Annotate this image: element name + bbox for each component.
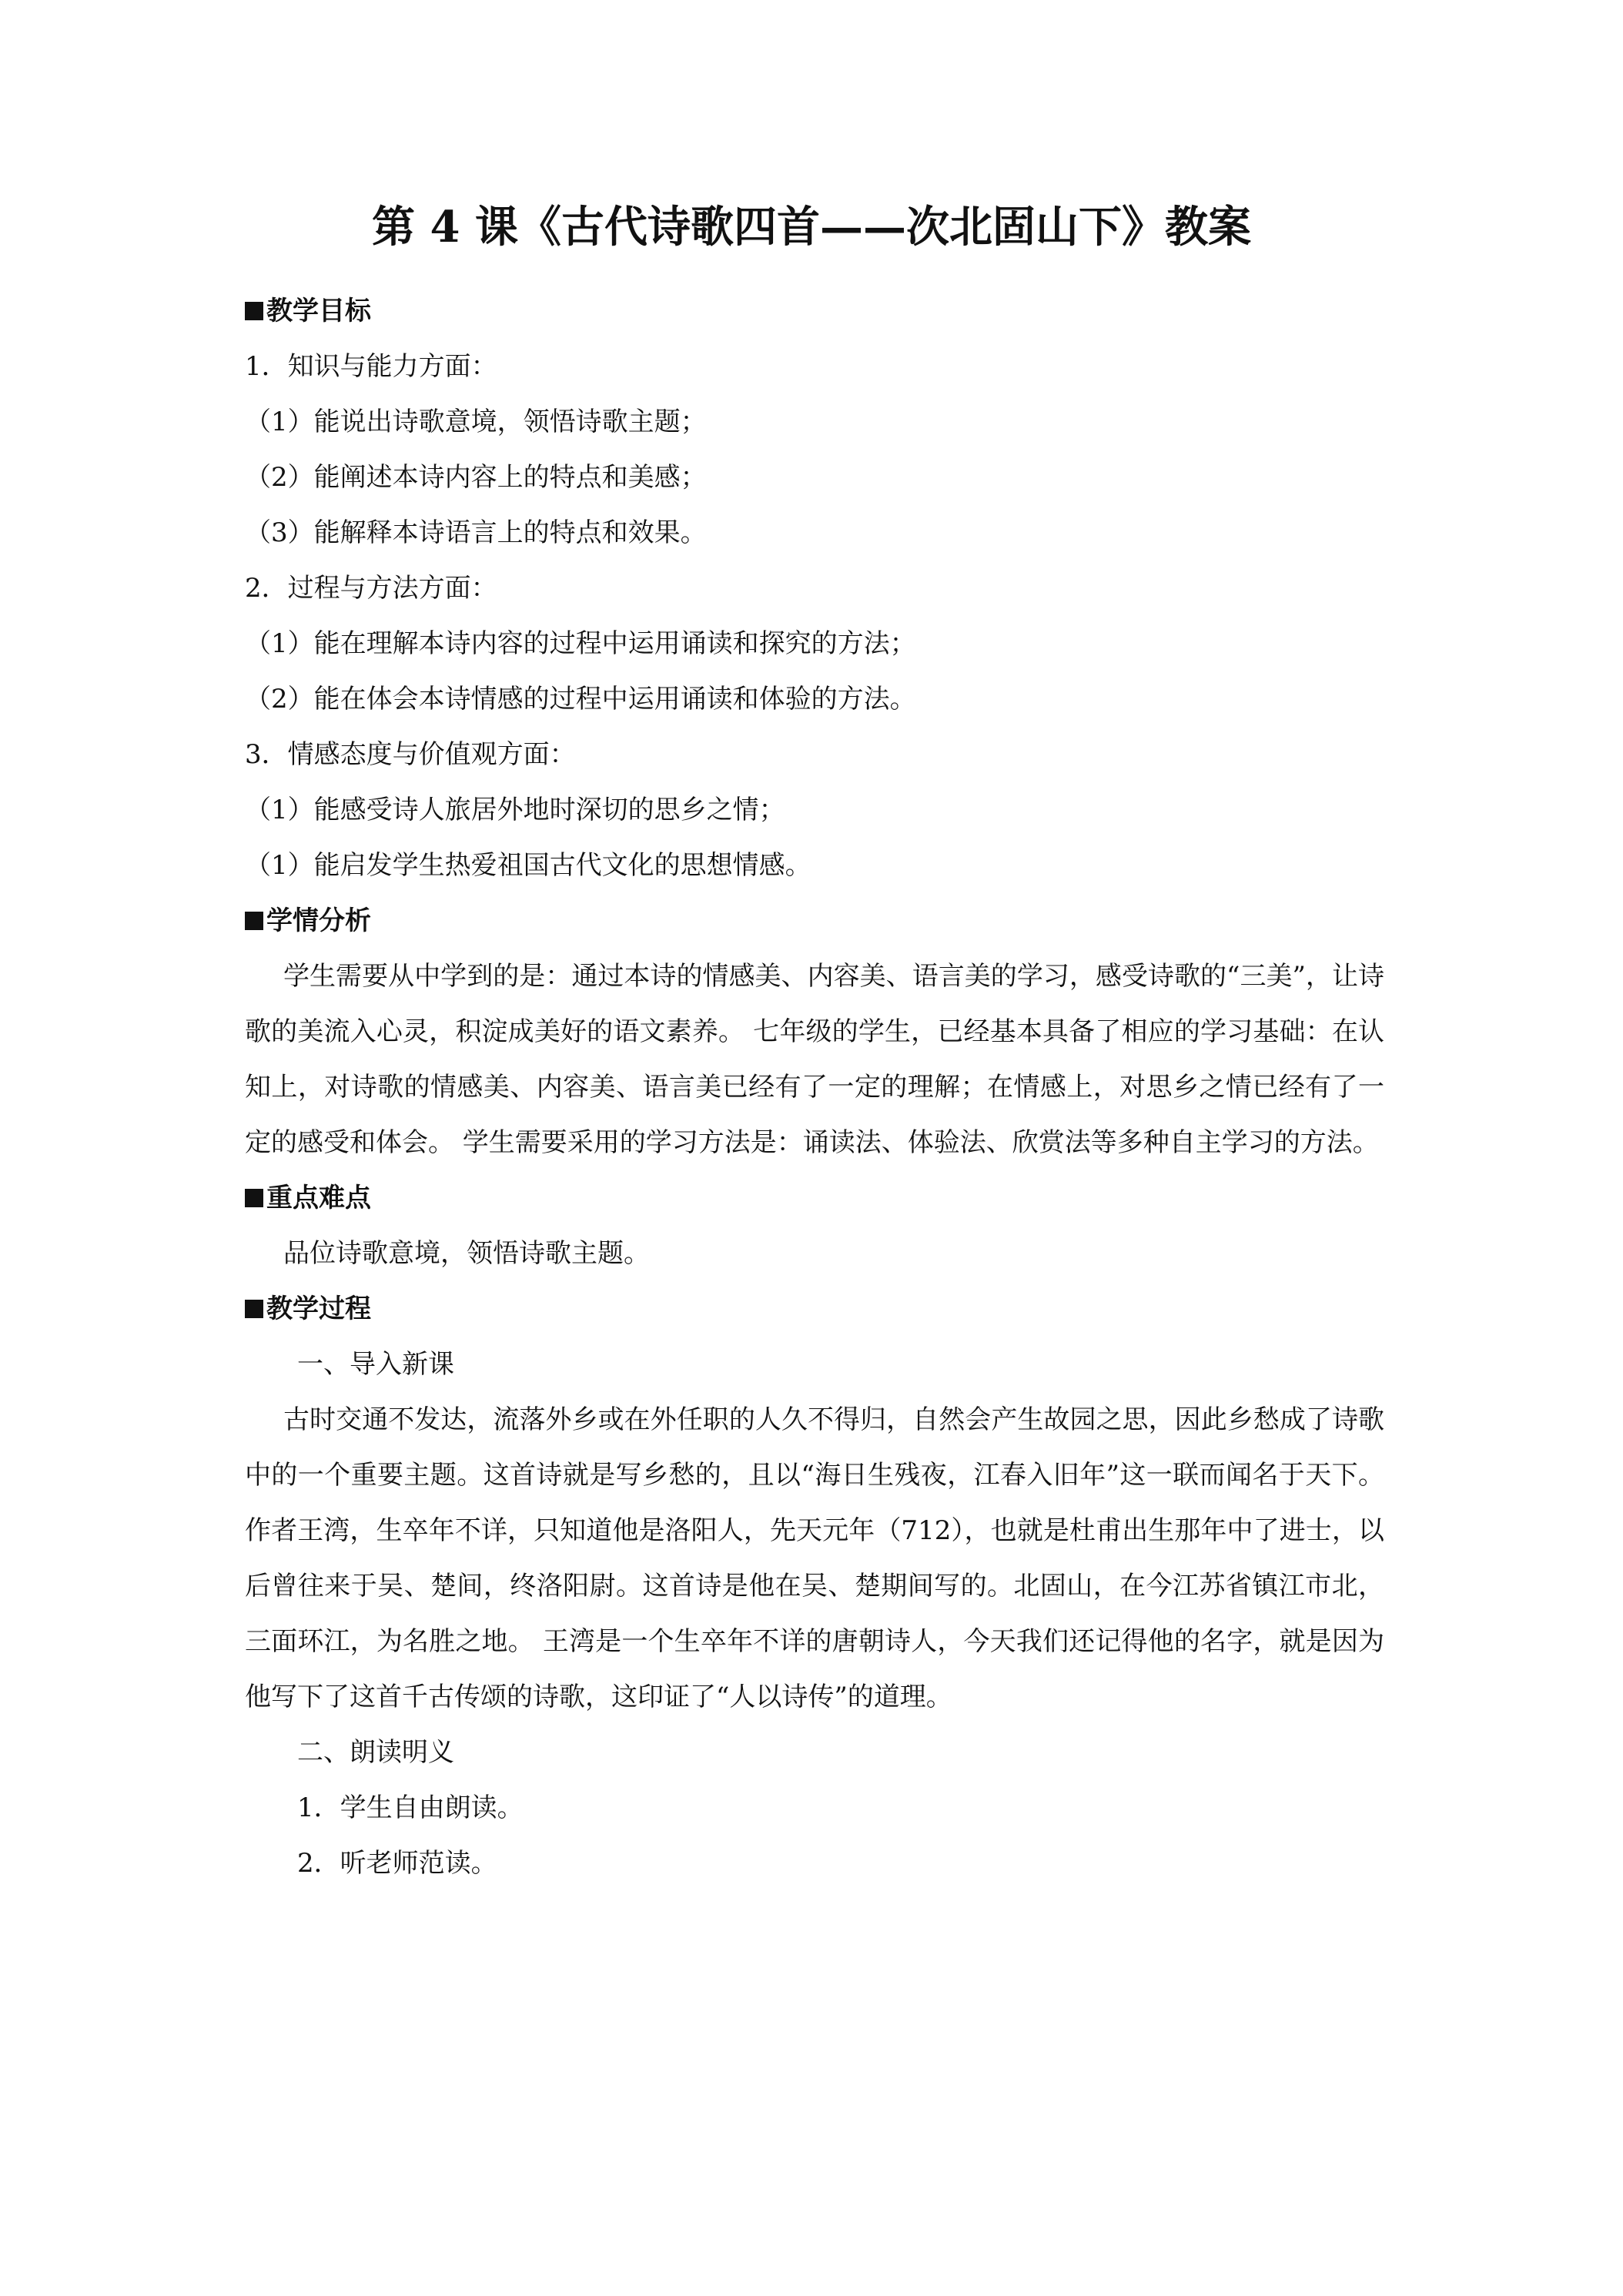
square-bullet-icon [245,1189,263,1207]
section-heading-key [245,1170,1384,1226]
section-heading-label: 教学过程 [266,1294,371,1324]
square-bullet-icon [245,302,263,320]
section-heading-process [245,1281,1384,1337]
goal-subitem: （1）能感受诗人旅居外地时深切的思乡之情； [245,795,785,825]
process-step-item: 1．学生自由朗读。 [297,1792,524,1823]
goal-item: 3．情感态度与价值观方面： [245,739,576,770]
key-points-text: 品位诗歌意境，领悟诗歌主题。 [283,1238,650,1269]
goal-subitem: （1）能在理解本诗内容的过程中运用诵读和探究的方法； [245,628,916,659]
goal-subitem: （1）能说出诗歌意境，领悟诗歌主题； [245,407,707,437]
goal-subitem: （2）能阐述本诗内容上的特点和美感； [245,462,707,493]
square-bullet-icon [245,1300,263,1318]
section-heading-label: 学情分析 [266,905,371,936]
goal-subitem: （3）能解释本诗语言上的特点和效果。 [245,517,707,548]
goal-item: 2．过程与方法方面： [245,573,497,604]
goal-item: 1．知识与能力方面： [245,351,497,382]
document-body [245,283,1384,1891]
analysis-paragraph: 学生需要从中学到的是：通过本诗的情感美、内容美、语言美的学习，感受诗歌的“三美”，让诗歌的美流入心灵，积淀成美好的语文素养。 七年级的学生，已经基本具备了相应的学习基础：在认知上，对诗歌的情感美、内容美、语言美已经有了一定的理解；在情感上，对思乡之情已经有了一定的感受和体会。 学生需要采用的学习方法是：诵读法、体验法、欣赏法等多种自主学习的方法。 [245,961,1384,1158]
section-heading-goals [245,283,1384,339]
square-bullet-icon [245,912,263,930]
document-title: 第 4 课《古代诗歌四首——次北固山下》教案 [372,202,1251,253]
process-step-title: 一、导入新课 [297,1349,454,1380]
section-heading-label: 重点难点 [266,1183,371,1213]
process-step-item: 2．听老师范读。 [297,1848,497,1879]
process-step-paragraph: 古时交通不发达，流落外乡或在外任职的人久不得归，自然会产生故园之思，因此乡愁成了诗歌中的一个重要主题。这首诗就是写乡愁的，且以“海日生残夜，江春入旧年”这一联而闻名于天下。作者王湾，生卒年不详，只知道他是洛阳人，先天元年（712），也就是杜甫出生那年中了进士，以后曾往来于吴、楚间，终洛阳尉。这首诗是他在吴、楚期间写的。北固山，在今江苏省镇江市北，三面环江，为名胜之地。 王湾是一个生卒年不详的唐朝诗人，今天我们还记得他的名字，就是因为他写下了这首千古传颂的诗歌，这印证了“人以诗传”的道理。 [245,1404,1384,1712]
goal-subitem: （1）能启发学生热爱祖国古代文化的思想情感。 [245,850,812,881]
section-heading-analysis [245,893,1384,949]
process-step-title: 二、朗读明义 [297,1737,454,1768]
section-heading-label: 教学目标 [266,296,371,326]
goal-subitem: （2）能在体会本诗情感的过程中运用诵读和体验的方法。 [245,684,916,715]
